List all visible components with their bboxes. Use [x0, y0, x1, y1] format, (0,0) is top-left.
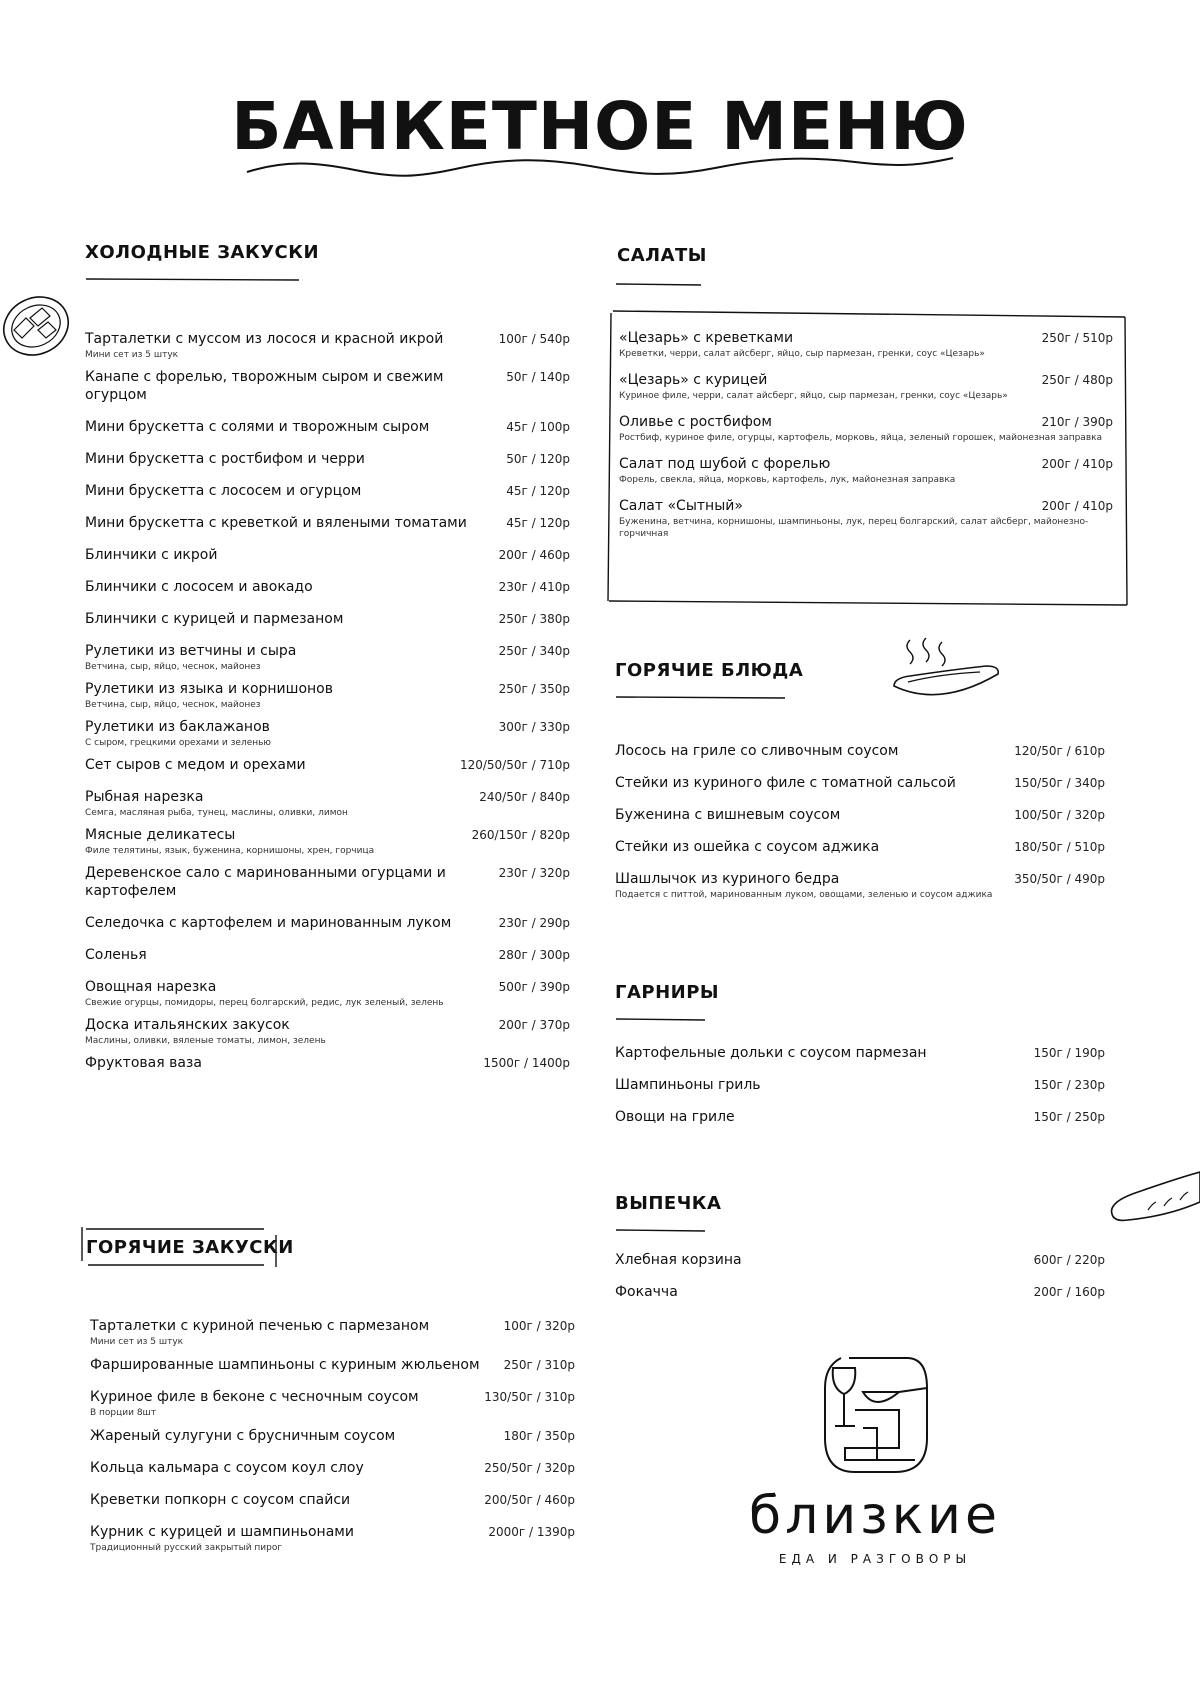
menu-item-price: 100г / 320р — [503, 1319, 575, 1333]
menu-item — [85, 946, 570, 964]
menu-list — [615, 1044, 1105, 1140]
menu-item-row — [615, 1251, 1105, 1269]
menu-item-name: Тарталетки с куриной печенью с пармезаном — [90, 1318, 430, 1334]
menu-item-row — [619, 371, 1113, 389]
menu-item-price: 1500г / 1400р — [483, 1056, 570, 1070]
menu-item-name: Салат под шубой с форелью — [619, 456, 831, 472]
menu-item-row — [615, 1108, 1105, 1126]
menu-item-row — [85, 788, 570, 806]
menu-item-row — [85, 546, 570, 564]
menu-item — [85, 514, 570, 532]
logo-tagline: ЕДА И РАЗГОВОРЫ — [778, 1552, 972, 1566]
menu-item-name: Рулетики из языка и корнишонов — [85, 681, 334, 697]
menu-list — [615, 1251, 1105, 1315]
menu-item-description: Подается с питтой, маринованным луком, овощами, зеленью и соусом аджика — [615, 890, 993, 900]
menu-item — [85, 978, 570, 1009]
menu-item-row — [85, 368, 570, 404]
menu-item-price: 250г / 480р — [1041, 373, 1113, 387]
menu-item-price: 180г / 350р — [503, 1429, 575, 1443]
section-title: САЛАТЫ — [617, 245, 707, 266]
menu-item-row — [85, 418, 570, 436]
menu-item-price: 250/50г / 320р — [484, 1461, 575, 1475]
menu-item-description: Ветчина, сыр, яйцо, чеснок, майонез — [85, 700, 261, 710]
menu-item — [85, 1054, 570, 1072]
menu-item-price: 200/50г / 460р — [484, 1493, 575, 1507]
menu-item — [615, 806, 1105, 824]
menu-item-name: Мини брускетта с лососем и огурцом — [85, 483, 362, 499]
menu-item-row — [85, 514, 570, 532]
menu-item-row — [85, 578, 570, 596]
menu-item-row — [615, 1044, 1105, 1062]
menu-item-description: Свежие огурцы, помидоры, перец болгарский, редис, лук зеленый, зелень — [85, 998, 444, 1008]
menu-item-row — [85, 978, 570, 996]
menu-item-description: Семга, масляная рыба, тунец, маслины, оливки, лимон — [85, 808, 348, 818]
menu-item-name: Селедочка с картофелем и маринованным луком — [85, 915, 452, 931]
menu-item — [619, 329, 1113, 360]
logo-mark-icon — [815, 1348, 935, 1478]
menu-item-price: 150/50г / 340р — [1014, 776, 1105, 790]
menu-item-description: Куриное филе, черри, салат айсберг, яйцо, сыр пармезан, гренки, соус «Цезарь» — [619, 391, 1008, 401]
menu-item-name: Овощи на гриле — [615, 1109, 735, 1125]
menu-item-price: 210г / 390р — [1041, 415, 1113, 429]
menu-item-description: Ростбиф, куриное филе, огурцы, картофель, морковь, яйца, зеленый горошек, майонезная заправка — [619, 433, 1103, 443]
menu-item — [615, 742, 1105, 760]
menu-item — [615, 774, 1105, 792]
menu-item-name: Кольца кальмара с соусом коул слоу — [90, 1460, 364, 1476]
section-underline — [615, 281, 703, 287]
menu-item — [90, 1523, 575, 1554]
menu-item-price: 250г / 380р — [498, 612, 570, 626]
menu-item-name: Мини брускетта с креветкой и вялеными томатами — [85, 515, 467, 531]
menu-item-row — [619, 413, 1113, 431]
menu-item-name: Рулетики из баклажанов — [85, 719, 270, 735]
menu-item — [619, 413, 1113, 444]
menu-item-name: Креветки попкорн с соусом спайси — [90, 1492, 351, 1508]
menu-item-row — [615, 870, 1105, 888]
menu-item-name: «Цезарь» с креветками — [619, 330, 794, 346]
menu-item-name: Фруктовая ваза — [85, 1055, 202, 1071]
menu-item-name: Мини брускетта с ростбифом и черри — [85, 451, 365, 467]
menu-list — [85, 330, 570, 1086]
menu-item-row — [85, 756, 570, 774]
menu-item-row — [85, 330, 570, 348]
menu-item-description: С сыром, грецкими орехами и зеленью — [85, 738, 272, 748]
menu-item — [85, 610, 570, 628]
menu-item — [85, 788, 570, 819]
menu-item — [90, 1459, 575, 1477]
restaurant-logo — [705, 1348, 1045, 1566]
canape-plate-icon — [0, 290, 75, 362]
menu-item-price: 120/50/50г / 710р — [459, 758, 570, 772]
menu-item — [90, 1491, 575, 1509]
menu-item-row — [90, 1388, 575, 1406]
menu-item-price: 500г / 390р — [498, 980, 570, 994]
section-underline — [85, 276, 300, 282]
menu-item-price: 200г / 410р — [1041, 457, 1113, 471]
menu-item-name: Фаршированные шампиньоны с куриным жюльеном — [90, 1357, 480, 1373]
menu-item-price: 300г / 330р — [498, 720, 570, 734]
menu-item-row — [615, 1076, 1105, 1094]
menu-item-price: 280г / 300р — [498, 948, 570, 962]
menu-item — [615, 1251, 1105, 1269]
menu-item-name: «Цезарь» с курицей — [619, 372, 768, 388]
menu-item-price: 200г / 460р — [498, 548, 570, 562]
menu-item-row — [615, 742, 1105, 760]
menu-item-name: Картофельные дольки с соусом пармезан — [615, 1045, 927, 1061]
menu-item-price: 50г / 120р — [506, 452, 570, 466]
menu-item-row — [90, 1427, 575, 1445]
menu-item-row — [85, 482, 570, 500]
menu-item-name: Хлебная корзина — [615, 1252, 742, 1268]
menu-item-name: Шампиньоны гриль — [615, 1077, 761, 1093]
menu-item — [85, 450, 570, 468]
menu-item-name: Блинчики с курицей и пармезаном — [85, 611, 344, 627]
menu-item — [85, 578, 570, 596]
menu-item-row — [85, 946, 570, 964]
menu-item-price: 250г / 340р — [498, 644, 570, 658]
menu-item-price: 230г / 290р — [498, 916, 570, 930]
menu-item-description: Креветки, черри, салат айсберг, яйцо, сыр пармезан, гренки, соус «Цезарь» — [619, 349, 985, 359]
menu-item — [615, 1108, 1105, 1126]
menu-item-row — [615, 806, 1105, 824]
menu-item — [615, 1044, 1105, 1062]
menu-item-price: 45г / 120р — [506, 484, 570, 498]
menu-item-price: 260/150г / 820р — [471, 828, 570, 842]
menu-item-name: Стейки из куриного филе с томатной сальсой — [615, 775, 956, 791]
menu-item-name: Тарталетки с муссом из лосося и красной икрой — [85, 331, 444, 347]
menu-item-description: Традиционный русский закрытый пирог — [90, 1543, 283, 1553]
menu-item — [85, 680, 570, 711]
menu-item — [85, 418, 570, 436]
menu-item-row — [619, 329, 1113, 347]
menu-item — [90, 1356, 575, 1374]
menu-item-name: Рыбная нарезка — [85, 789, 204, 805]
menu-item-row — [90, 1356, 575, 1374]
menu-item-name: Курник с курицей и шампиньонами — [90, 1524, 354, 1540]
menu-item-name: Куриное филе в беконе с чесночным соусом — [90, 1389, 419, 1405]
menu-item — [619, 497, 1113, 540]
menu-item-description: В порции 8шт — [90, 1408, 157, 1418]
menu-item-price: 150г / 230р — [1033, 1078, 1105, 1092]
menu-item-row — [615, 838, 1105, 856]
menu-item-row — [85, 680, 570, 698]
section-cold-starters — [85, 242, 570, 1071]
menu-item-row — [90, 1523, 575, 1541]
menu-item-name: Канапе с форелью, творожным сыром и свежим огурцом — [85, 369, 444, 403]
menu-item-name: Рулетики из ветчины и сыра — [85, 643, 297, 659]
menu-item-price: 150г / 190р — [1033, 1046, 1105, 1060]
menu-item-price: 2000г / 1390р — [488, 1525, 575, 1539]
menu-item — [90, 1317, 575, 1348]
baguette-icon — [1108, 1166, 1200, 1228]
menu-item-price: 350/50г / 490р — [1014, 872, 1105, 886]
menu-item-row — [615, 774, 1105, 792]
menu-item-price: 120/50г / 610р — [1014, 744, 1105, 758]
menu-item-row — [85, 610, 570, 628]
logo-name: близкие — [749, 1486, 1001, 1546]
menu-item — [615, 870, 1105, 901]
menu-item — [85, 914, 570, 932]
menu-item-price: 100/50г / 320р — [1014, 808, 1105, 822]
menu-item — [85, 642, 570, 673]
menu-item-price: 200г / 160р — [1033, 1285, 1105, 1299]
menu-item — [90, 1427, 575, 1445]
menu-item-price: 230г / 410р — [498, 580, 570, 594]
menu-item-name: Блинчики с икрой — [85, 547, 218, 563]
menu-item-description: Филе телятины, язык, буженина, корнишоны, хрен, горчица — [85, 846, 375, 856]
menu-item — [85, 546, 570, 564]
menu-item — [85, 1016, 570, 1047]
menu-item — [615, 1283, 1105, 1301]
menu-item-name: Сет сыров с медом и орехами — [85, 757, 306, 773]
menu-item-name: Лосось на гриле со сливочным соусом — [615, 743, 899, 759]
section-salads — [605, 245, 1135, 539]
menu-item — [85, 330, 570, 361]
menu-item — [85, 368, 570, 404]
menu-item-name: Салат «Сытный» — [619, 498, 743, 514]
menu-item — [85, 826, 570, 857]
section-bakery — [615, 1193, 1110, 1300]
menu-item-price: 50г / 140р — [506, 370, 570, 384]
menu-item-row — [90, 1459, 575, 1477]
menu-item-name: Доска итальянских закусок — [85, 1017, 290, 1033]
menu-item — [619, 371, 1113, 402]
section-title: ГОРЯЧИЕ ЗАКУСКИ — [86, 1237, 294, 1258]
menu-item-row — [85, 864, 570, 900]
menu-item-price: 240/50г / 840р — [479, 790, 570, 804]
menu-item-price: 200г / 370р — [498, 1018, 570, 1032]
menu-item — [90, 1388, 575, 1419]
menu-item-price: 230г / 320р — [498, 866, 570, 880]
section-underline — [615, 1016, 707, 1022]
menu-item-name: Буженина с вишневым соусом — [615, 807, 841, 823]
menu-item — [85, 482, 570, 500]
menu-item-row — [85, 1054, 570, 1072]
menu-item-name: Блинчики с лососем и авокадо — [85, 579, 313, 595]
menu-item-name: Стейки из ошейка с соусом аджика — [615, 839, 880, 855]
menu-item-name: Деревенское сало с маринованными огурцами и картофелем — [85, 865, 446, 899]
menu-item-description: Ветчина, сыр, яйцо, чеснок, майонез — [85, 662, 261, 672]
menu-item-name: Жареный сулугуни с брусничным соусом — [90, 1428, 396, 1444]
menu-list — [615, 742, 1105, 915]
menu-item-price: 600г / 220р — [1033, 1253, 1105, 1267]
salad-frame — [605, 309, 1130, 609]
menu-item-price: 250г / 510р — [1041, 331, 1113, 345]
menu-item-price: 100г / 540р — [498, 332, 570, 346]
menu-item — [85, 756, 570, 774]
menu-item-price: 250г / 310р — [503, 1358, 575, 1372]
menu-item-price: 250г / 350р — [498, 682, 570, 696]
menu-item-price: 130/50г / 310р — [484, 1390, 575, 1404]
section-garnish — [615, 982, 1110, 1125]
menu-item-row — [85, 450, 570, 468]
title-underline-wave — [245, 150, 955, 180]
menu-item-row — [85, 718, 570, 736]
menu-item-description: Маслины, оливки, вяленые томаты, лимон, зелень — [85, 1036, 326, 1046]
menu-item-name: Фокачча — [615, 1284, 678, 1300]
menu-item-row — [85, 1016, 570, 1034]
menu-item-name: Оливье с ростбифом — [619, 414, 772, 430]
menu-item-name: Шашлычок из куриного бедра — [615, 871, 840, 887]
menu-item-price: 200г / 410р — [1041, 499, 1113, 513]
section-title: ГОРЯЧИЕ БЛЮДА — [615, 660, 804, 681]
section-title: ВЫПЕЧКА — [615, 1193, 722, 1214]
menu-item-row — [619, 455, 1113, 473]
menu-item — [615, 838, 1105, 856]
menu-item — [619, 455, 1113, 486]
menu-item-price: 45г / 120р — [506, 516, 570, 530]
section-title: ХОЛОДНЫЕ ЗАКУСКИ — [85, 242, 320, 263]
menu-item-name: Соленья — [85, 947, 147, 963]
menu-item-price: 150г / 250р — [1033, 1110, 1105, 1124]
menu-item-name: Мини брускетта с солями и творожным сыром — [85, 419, 430, 435]
menu-item — [85, 864, 570, 900]
menu-item-price: 180/50г / 510р — [1014, 840, 1105, 854]
menu-item-row — [619, 497, 1113, 515]
menu-item-name: Мясные деликатесы — [85, 827, 236, 843]
menu-item-row — [90, 1491, 575, 1509]
menu-item-row — [85, 914, 570, 932]
section-underline — [615, 1227, 707, 1233]
menu-item-description: Форель, свекла, яйца, морковь, картофель, лук, майонезная заправка — [619, 475, 956, 485]
menu-item-row — [90, 1317, 575, 1335]
menu-item-description: Мини сет из 5 штук — [85, 350, 179, 360]
page-title: БАНКЕТНОЕ МЕНЮ — [231, 88, 969, 165]
section-underline — [615, 694, 787, 700]
menu-item — [85, 718, 570, 749]
menu-item-price: 45г / 100р — [506, 420, 570, 434]
menu-item-name: Овощная нарезка — [85, 979, 217, 995]
menu-list — [90, 1317, 575, 1562]
section-hot-dishes — [615, 660, 1110, 900]
menu-item-row — [85, 826, 570, 844]
menu-item-description: Мини сет из 5 штук — [90, 1337, 184, 1347]
menu-list — [619, 329, 1113, 551]
menu-item — [615, 1076, 1105, 1094]
menu-item-description: Буженина, ветчина, корнишоны, шампиньоны, лук, перец болгарский, салат айсберг, майонезно- горчичная — [619, 517, 1089, 539]
section-title: ГАРНИРЫ — [615, 982, 720, 1003]
menu-item-row — [85, 642, 570, 660]
menu-item-row — [615, 1283, 1105, 1301]
